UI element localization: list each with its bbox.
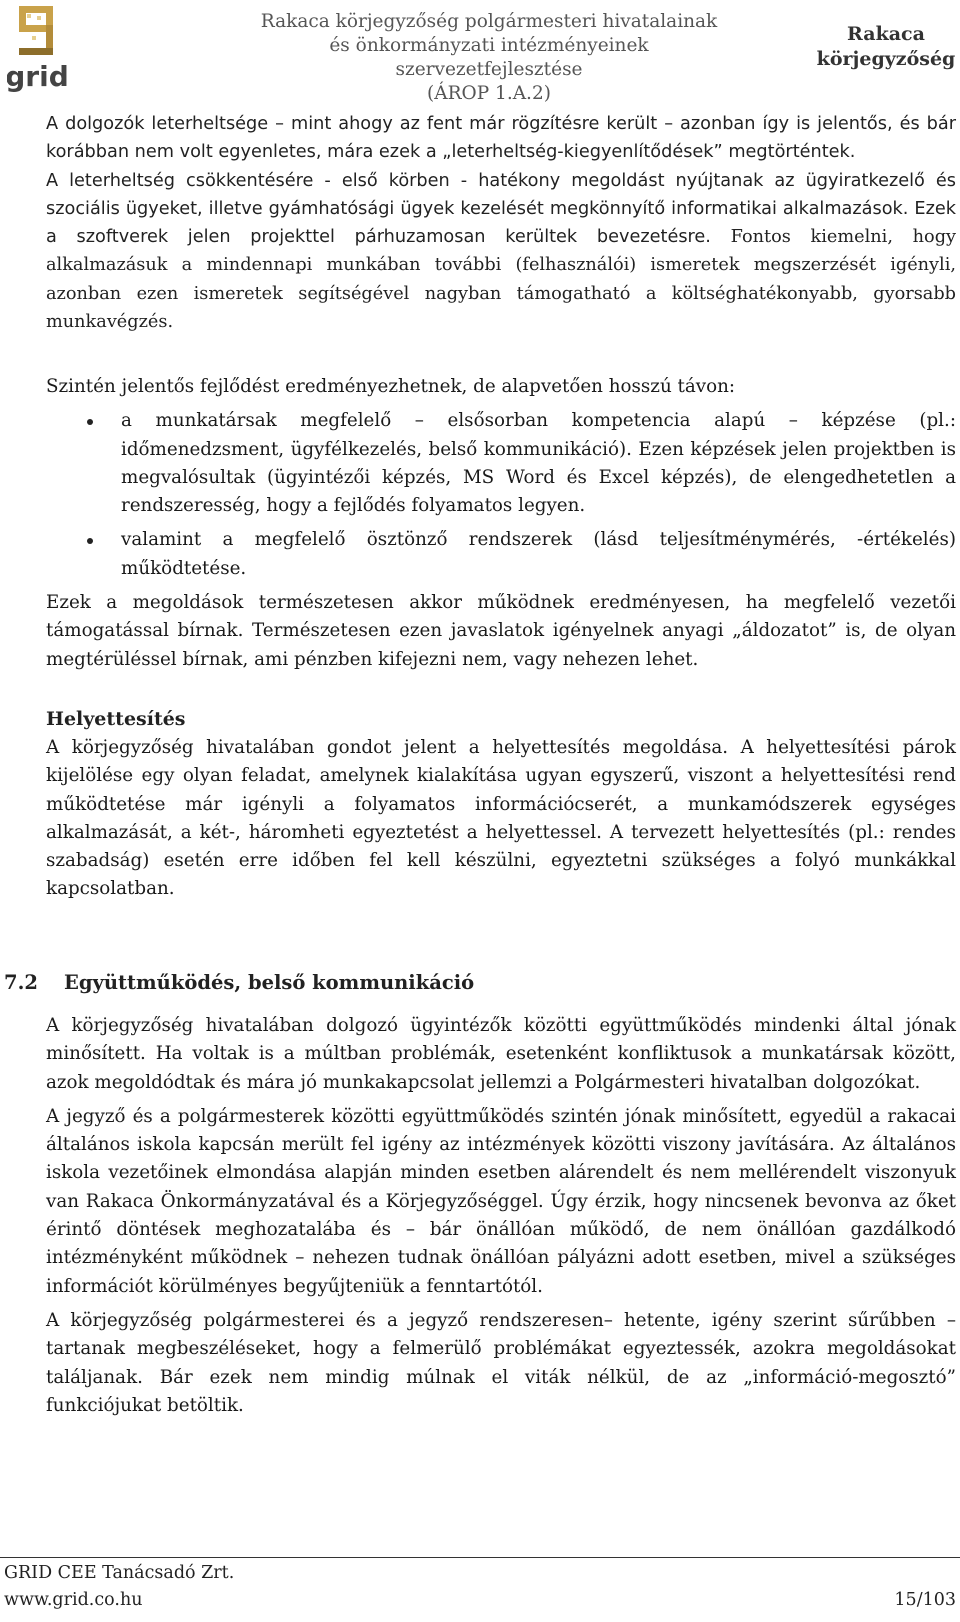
paragraph-software-part: A leterheltség csökkentésére - első körben - hatékony megoldást nyújtanak az ügyiratkezelő és szociális ügyeket, illetve gyámhatósági ügyek kezelését megkönnyítő informatikai alkalmazások. Ezek a szoftverek jelen projekttel párhuzamosan kerültek bevezetésre. [46,170,956,248]
bullet-icon [87,419,93,425]
footer-website-link[interactable]: www.grid.co.hu [4,1590,143,1610]
list-item [46,407,956,520]
section-number: 7.2 [4,971,38,994]
footer-company: GRID CEE Tanácsadó Zrt. [4,1563,235,1583]
section-title: Együttműködés, belső kommunikáció [64,971,475,994]
paragraph-cooperation: A körjegyzőség hivatalában dolgozó ügyintézők közötti együttműködés mindenki által jónak minősített. Ha voltak is a múltban problémák, esetenként konfliktusok a munkatársak között, azok megoldódtak és mára jó munkakapcsolat jellemzi a Polgármesteri hivatalban dolgozókat. [46,1015,956,1093]
list-item [46,526,956,583]
header-title-line: Rakaca körjegyzőség polgármesteri hivatalainak [260,11,718,32]
cooperation-section [46,1012,956,1420]
improvements-list [46,407,956,583]
header-org-line: körjegyzőség [816,48,956,70]
workload-section [46,110,956,336]
logo-wordmark: grid [7,60,67,93]
list-item-text: a munkatársak megfelelő – elsősorban kompetencia alapú – képzése (pl.: időmenedzsment, ügyfélkezelés, belső kommunikáció). Ezen képzések jelen projektben is megvalósultak (ügyintézői képzés, MS Word és Excel képzés), de elengedhetetlen a rendszeresség, hogy a fejlődés folyamatos legyen. [121,410,956,517]
page-header [0,0,960,104]
header-title-line: és önkormányzati intézményeinek szervezetfejlesztése [329,35,649,80]
paragraph-longterm: Szintén jelentős fejlődést eredményezhetnek, de alapvetően hosszú távon: [46,376,736,397]
header-title-line: (ÁROP 1.A.2) [427,83,551,104]
paragraph-school: A jegyző és a polgármesterek közötti együttműködés szintén jónak minősített, egyedül a rakacai általános iskola kapcsán merült fel igény az intézmények közötti viszony javítására. Az általános iskola vezetőinek elmondása alapján minden esetben alárendelt és nem mellérendelt viszonyuk van Rakaca Önkormányzatával és a Körjegyzőséggel. Úgy érzik, hogy nincsenek bevonva az őket érintő döntések meghozatalába és – bár önállóan működő, de nem önállóan gazdálkodó intézményként működnek – nehezen tudnak önállóan pályázni adott esetben, mivel a szükséges információt körülményes begyűjteniük a fenntartótól. [46,1105,956,1297]
header-org-line: Rakaca [847,23,925,45]
header-organization [806,22,960,72]
bullet-icon [87,538,93,544]
section-heading [4,971,474,994]
page-footer [4,1560,234,1614]
grid-logo [7,4,67,96]
improvements-section [46,373,956,674]
paragraph-meetings: A körjegyzőség polgármesterei és a jegyző rendszeresen– hetente, igény szerint sűrűbben – tartanak megbeszéléseket, hogy a felmerülő problémákat egyeztessék, azokra megoldásokat találjanak. Bár ezek nem mindig múlnak el viták nélkül, de az „információ-megosztó” funkciójukat betöltik. [46,1309,956,1416]
paragraph-support: Ezek a megoldások természetesen akkor működnek eredményesen, ha megfelelő vezetői támogatással bírnak. Természetesen ezen javaslatok igényelnek anyagi „áldozatot” is, de olyan megtérüléssel bírnak, ami pénzben kifejezni nem, vagy nehezen lehet. [46,592,956,670]
substitution-section [46,708,956,904]
sub-heading-substitution: Helyettesítés [46,708,186,730]
paragraph-workload: A dolgozók leterheltsége – mint ahogy az fent már rögzítésre került – azonban így is jelentős, és bár korábban nem volt egyenletes, mára ezek a „leterheltség-kiegyenlítődések” megtörténtek. [46,114,956,163]
paragraph-substitution: A körjegyzőség hivatalában gondot jelent a helyettesítés megoldása. A helyettesítési párok kijelölése egy olyan feladat, amelynek kialakítása ugyan egyszerű, viszont a helyettesítési rend működtetése már igényli a folyamatos információcserét, a munkamódszerek egységes alkalmazását, a két-, háromheti egyeztetést a helyettessel. A tervezett helyettesítés (pl.: rendes szabadság) esetén erre időben fel kell készülni, egyeztetni szükséges a folyó munkákkal kapcsolatban. [46,737,956,900]
page-number: 15/103 [894,1590,956,1610]
footer-divider [0,1557,960,1558]
header-project-title [236,10,742,106]
paragraph-software [46,167,956,337]
paragraph-software-part: Fontos kiemelni, hogy alkalmazásuk a mindennapi munkában további (felhasználói) ismeretek megszerzését igényli, azonban ezen ismeretek segítségével nagyban támogatható a költséghatékonyabb, gyorsabb munkavégzés. [46,227,957,333]
list-item-text: valamint a megfelelő ösztönző rendszerek (lásd teljesítménymérés, -értékelés) működtetése. [121,529,956,579]
